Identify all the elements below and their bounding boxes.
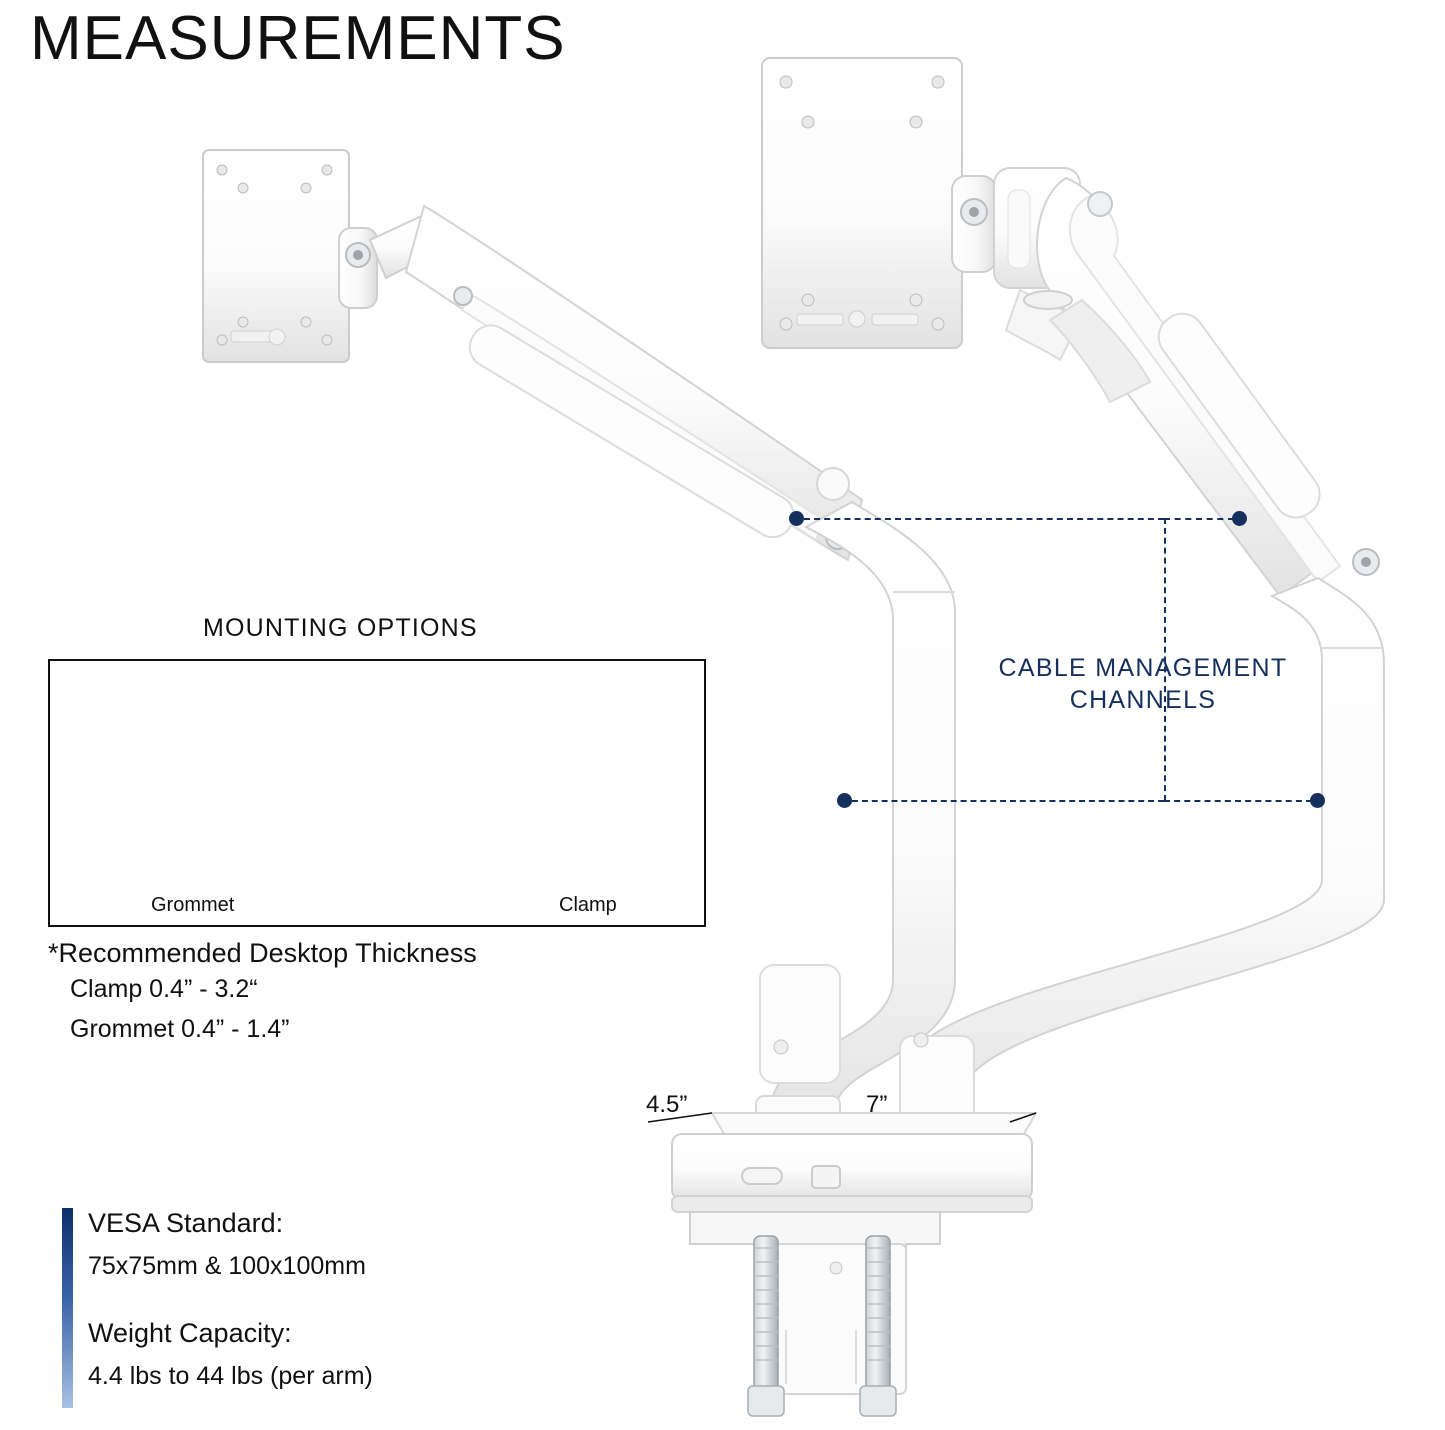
weight-capacity-value: 4.4 lbs to 44 lbs (per arm) — [88, 1362, 373, 1390]
mounting-option-label-clamp: Clamp — [559, 894, 617, 916]
desk-base — [672, 1113, 1036, 1416]
vesa-standard-label: VESA Standard: — [88, 1208, 284, 1238]
page-title: MEASUREMENTS — [30, 4, 566, 73]
callout-line-lower-left — [852, 800, 1164, 802]
mounting-options-heading: MOUNTING OPTIONS — [203, 614, 478, 642]
callout-dot-right-upper — [1232, 511, 1247, 526]
weight-capacity-label: Weight Capacity: — [88, 1318, 292, 1348]
cable-management-callout — [978, 652, 1308, 716]
callout-line-vertical — [1164, 518, 1166, 801]
gas-spring-arm-right — [1024, 178, 1379, 596]
mounting-options-box — [48, 659, 706, 927]
callout-dot-left-lower — [837, 793, 852, 808]
callout-dot-right-lower — [1310, 793, 1325, 808]
recommended-thickness-grommet: Grommet 0.4” - 1.4” — [70, 1015, 290, 1043]
callout-line-lower-right — [1164, 800, 1312, 802]
dimension-label-right: 7” — [866, 1091, 888, 1118]
recommended-thickness-clamp: Clamp 0.4” - 3.2“ — [70, 975, 258, 1003]
vesa-plate-right — [762, 58, 962, 348]
spec-accent-bar — [62, 1208, 73, 1408]
vesa-standard-value: 75x75mm & 100x100mm — [88, 1252, 366, 1280]
vesa-plate-left — [203, 150, 349, 362]
recommended-thickness-heading: *Recommended Desktop Thickness — [48, 938, 477, 968]
cable-management-line2: CHANNELS — [1069, 686, 1217, 714]
callout-line-upper-right — [1164, 518, 1234, 520]
mounting-option-label-grommet: Grommet — [151, 894, 235, 916]
callout-line-upper-left — [804, 518, 1164, 520]
cable-management-line1: CABLE MANAGEMENT — [998, 654, 1288, 682]
dimension-label-left: 4.5” — [646, 1091, 688, 1118]
callout-dot-left-upper — [789, 511, 804, 526]
